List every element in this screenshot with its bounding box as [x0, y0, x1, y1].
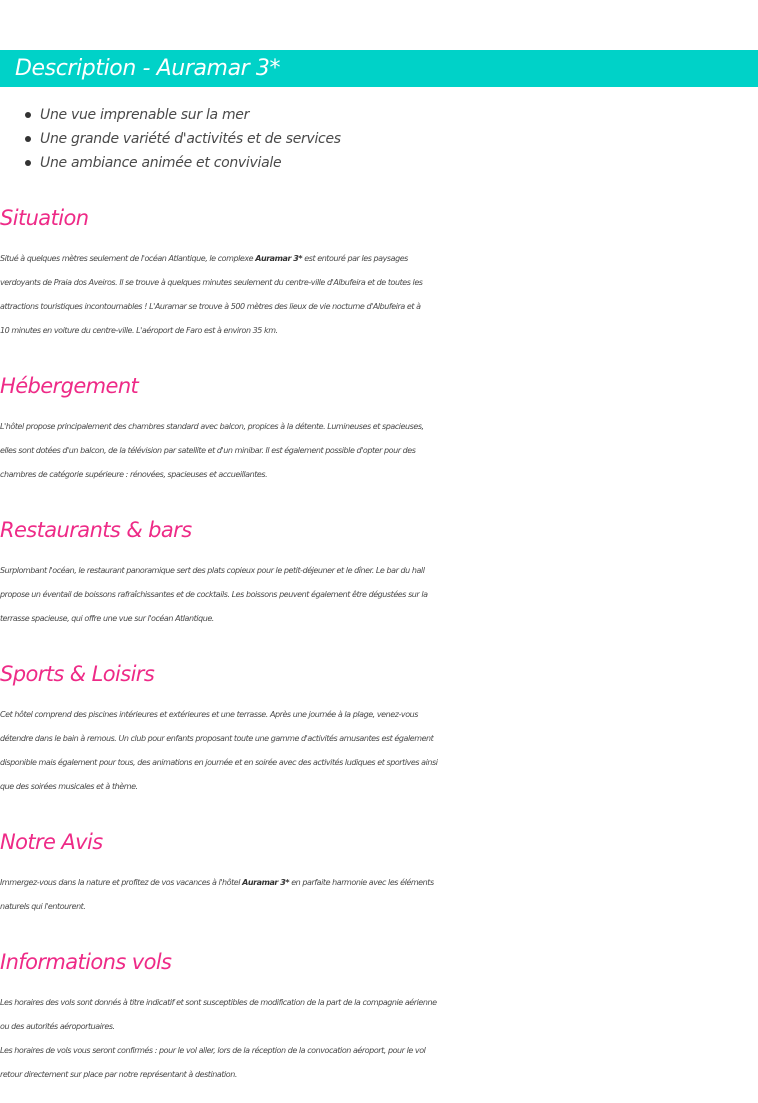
section-title-restaurants: Restaurants & bars	[0, 518, 192, 542]
text-line: disponible mais également pour tous, des animations en journée et en soirée avec des activités ludiques et sportives ainsi	[0, 758, 438, 767]
text-line: naturels qui l'entourent.	[0, 902, 86, 911]
highlight-text: Une vue imprenable sur la mer	[40, 107, 250, 123]
page-title: Description - Auramar 3*	[15, 56, 281, 81]
list-item	[0, 103, 341, 127]
section-text-avis	[0, 871, 758, 919]
text-line: chambres de catégorie supérieure : rénovées, spacieuses et accueillantes.	[0, 470, 268, 479]
hotel-name: Auramar 3*	[242, 878, 290, 887]
text-line: terrasse spacieuse, qui offre une vue sur l'océan Atlantique.	[0, 614, 214, 623]
text-line: elles sont dotées d'un balcon, de la télévision par satellite et d'un minibar. Il est également possible d'opter pour des	[0, 446, 416, 455]
text-line: Cet hôtel comprend des piscines intérieures et extérieures et une terrasse. Après une journée à la plage, venez-vous	[0, 710, 418, 719]
section-title-situation: Situation	[0, 206, 89, 230]
section-text-situation	[0, 247, 758, 343]
hotel-name: Auramar 3*	[255, 254, 303, 263]
section-text-hebergement	[0, 415, 758, 487]
text-fragment: en parfaite harmonie avec les éléments	[289, 878, 434, 887]
text-line: attractions touristiques incontournables ! L'Auramar se trouve à 500 mètres des lieux de vie nocturne d'Albufeira et à	[0, 302, 421, 311]
text-line: ou des autorités aéroportuaires.	[0, 1022, 115, 1031]
text-line: que des soirées musicales et à thème.	[0, 782, 138, 791]
text-line	[0, 247, 758, 271]
description-banner	[0, 50, 758, 87]
text-line: 10 minutes en voiture du centre-ville. L'aéroport de Faro est à environ 35 km.	[0, 326, 278, 335]
highlights-list	[0, 103, 341, 175]
section-title-vols: Informations vols	[0, 950, 172, 974]
list-item	[0, 151, 341, 175]
text-fragment: Situé à quelques mètres seulement de l'océan Atlantique, le complexe	[0, 254, 256, 263]
text-fragment: est entouré par les paysages	[302, 254, 408, 263]
text-line: verdoyants de Praia dos Aveiros. Il se trouve à quelques minutes seulement du centre-ville d'Albufeira et de toutes les	[0, 278, 423, 287]
section-title-avis: Notre Avis	[0, 830, 103, 854]
list-item	[0, 127, 341, 151]
text-line: détendre dans le bain à remous. Un club pour enfants proposant toute une gamme d'activités amusantes est également	[0, 734, 434, 743]
highlight-text: Une grande variété d'activités et de services	[40, 131, 341, 147]
text-line: Les horaires des vols sont donnés à titre indicatif et sont susceptibles de modification de la part de la compagnie aérienne	[0, 998, 437, 1007]
text-line: Les horaires de vols vous seront confirmés : pour le vol aller, lors de la réception de la convocation aéroport, pour le vol	[0, 1046, 426, 1055]
highlight-text: Une ambiance animée et conviviale	[40, 155, 282, 171]
text-line	[0, 871, 758, 895]
bullet-icon	[25, 112, 31, 118]
section-text-restaurants	[0, 559, 758, 631]
section-text-vols	[0, 991, 758, 1087]
text-line: L'hôtel propose principalement des chambres standard avec balcon, propices à la détente. Lumineuses et spacieuses,	[0, 422, 424, 431]
section-text-sports	[0, 703, 758, 799]
bullet-icon	[25, 160, 31, 166]
text-line: retour directement sur place par notre représentant à destination.	[0, 1070, 237, 1079]
text-fragment: Immergez-vous dans la nature et profitez de vos vacances à l'hôtel	[0, 878, 243, 887]
text-line: Surplombant l'océan, le restaurant panoramique sert des plats copieux pour le petit-déjeuner et le dîner. Le bar du hall	[0, 566, 425, 575]
section-title-hebergement: Hébergement	[0, 374, 139, 398]
text-line: propose un éventail de boissons rafraîchissantes et de cocktails. Les boissons peuvent également être dégustées sur la	[0, 590, 428, 599]
section-title-sports: Sports & Loisirs	[0, 662, 155, 686]
bullet-icon	[25, 136, 31, 142]
